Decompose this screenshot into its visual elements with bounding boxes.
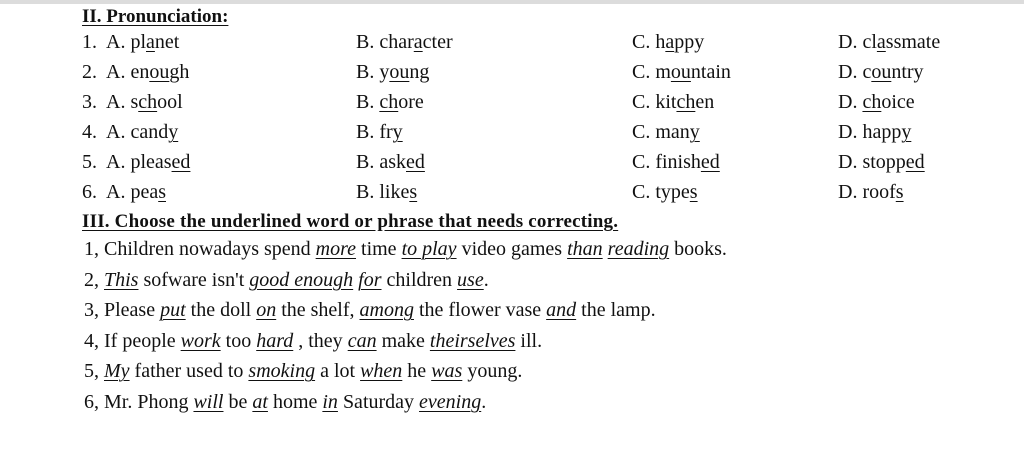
text-part: D. cl [838,31,877,53]
text-part: C. man [632,121,690,143]
underlined-part: ou [389,61,410,83]
pronunciation-row [82,181,1002,211]
underlined-part: This [104,268,139,291]
option-b [356,61,429,84]
option-b [356,151,425,174]
text-part: father used to [129,360,249,382]
sentence-1 [84,238,727,261]
question-number: 3. [82,91,97,113]
underlined-part: y [901,121,912,143]
underlined-part: ou [871,61,892,83]
underlined-part: My [104,360,130,382]
text-part: B. ask [356,151,406,173]
text-part: young. [462,360,523,382]
text-part: ill. [515,329,543,352]
question-number: 1. [82,31,97,53]
text-part: the shelf, [276,299,360,321]
text-part: gh [169,61,190,83]
text-part: D. happ [838,121,902,143]
underlined-part: hard [256,329,294,352]
option-c [632,91,714,114]
underlined-part: a [146,31,155,53]
underlined-part: among [359,299,414,321]
option-d [838,181,904,204]
underlined-part: at [252,390,268,413]
underlined-part: ou [670,61,691,83]
underlined-part: in [322,390,338,413]
text-part: Saturday [337,390,420,413]
text-part: the flower vase [413,299,547,321]
underlined-part: y [689,121,700,143]
question-number: 6. [82,181,97,203]
text-part: video games [456,238,568,260]
underlined-part: good enough [249,268,354,291]
text-part: sofware isn't [138,268,250,291]
text-part: D. stopp [838,151,906,173]
underlined-part: ch [862,91,882,113]
text-part: he [402,360,432,382]
underlined-part: will [193,390,224,413]
sentence-3 [84,299,656,322]
text-part: home [267,390,323,413]
option-a [106,61,189,84]
sentence-5 [84,360,522,383]
text-part: net [154,31,180,53]
option-c [632,151,720,174]
text-part: oice [881,91,915,113]
underlined-part: ed [406,151,425,173]
text-part: C. m [632,61,671,83]
text-part: C. finish [632,151,701,173]
text-part: B. fr [356,121,393,143]
text-part: A. pleas [106,151,172,173]
text-part: ppy [674,31,705,53]
text-part: A. cand [106,121,169,143]
text-part: books. [669,238,727,260]
text-part: en [695,91,715,113]
text-part: ng [409,61,430,83]
option-c [632,31,704,54]
underlined-part: y [392,121,403,143]
text-part: B. y [356,61,390,83]
underlined-part: ed [171,151,191,173]
option-a [106,31,179,54]
option-b [356,91,424,114]
underlined-part: smoking [248,360,316,382]
section-3-heading: III. Choose the underlined word or phrase that needs correcting. [82,211,619,232]
text-part: ntry [891,61,924,83]
option-d [838,61,924,84]
option-a [106,121,178,144]
underlined-part: ch [676,91,696,113]
question-number: 4. [82,121,97,143]
text-part: C. type [632,181,690,203]
underlined-part: s [895,181,904,203]
text-part: . [481,390,487,413]
underlined-part: a [876,31,886,53]
text-part: A. pl [106,31,146,53]
text-part: B. char [356,31,414,53]
text-part: ore [398,91,424,113]
pronunciation-row [82,61,1002,91]
text-part: 1, Children nowadays spend [84,238,316,260]
underlined-part: ed [905,151,925,173]
underlined-part: to play [401,238,457,260]
text-part: C. h [632,31,666,53]
underlined-part: reading [607,238,670,260]
text-part: make [376,329,430,352]
option-d [838,31,940,54]
underlined-part: use [457,268,484,291]
pronunciation-row [82,91,1002,121]
underlined-part: can [347,329,377,352]
underlined-part: a [665,31,675,53]
text-part: time [356,238,402,260]
text-part: 4, If people [84,329,181,352]
top-divider [0,0,1024,4]
underlined-part: and [546,299,577,321]
question-number: 5. [82,151,97,173]
text-part: too [220,329,257,352]
option-d [838,151,925,174]
underlined-part: on [256,299,277,321]
pronunciation-row [82,121,1002,151]
underlined-part: y [168,121,179,143]
text-part: D. c [838,61,872,83]
text-part: B. like [356,181,410,203]
option-b [356,181,417,204]
underlined-part: s [158,181,166,203]
text-part: 2, [84,268,104,291]
option-c [632,61,731,84]
text-part: . [483,268,489,291]
underlined-part: s [409,181,418,203]
underlined-part: theirselves [429,329,516,352]
text-part: D. [838,91,863,113]
underlined-part: ch [138,91,158,113]
underlined-part: put [160,299,186,321]
question-number: 2. [82,61,97,83]
option-a [106,91,183,114]
option-c [632,181,698,204]
underlined-part: when [360,360,403,382]
option-c [632,121,700,144]
underlined-part: evening [419,390,482,413]
text-part: C. kit [632,91,677,113]
text-part: a lot [315,360,361,382]
option-d [838,121,911,144]
text-part: , they [293,329,348,352]
underlined-part: for [358,268,382,291]
text-part: ool [157,91,183,113]
option-a [106,181,166,204]
text-part: children [381,268,458,291]
text-part: A. s [106,91,139,113]
underlined-part: ch [379,91,399,113]
section-2-heading: II. Pronunciation: [82,6,229,27]
text-part: 6, Mr. Phong [84,390,194,413]
text-part: 3, Please [84,299,161,321]
underlined-part: ed [700,151,720,173]
option-d [838,91,915,114]
text-part: ssmate [885,31,941,53]
sentence-2 [84,269,489,292]
underlined-part: than [567,238,603,260]
option-a [106,151,190,174]
underlined-part: s [689,181,698,203]
text-part: cter [422,31,453,53]
text-part: the doll [185,299,257,321]
pronunciation-row [82,31,1002,61]
text-part: A. pea [106,181,159,203]
text-part: 5, [84,360,104,382]
text-part: A. en [106,61,150,83]
underlined-part: work [180,329,221,352]
underlined-part: more [315,238,357,260]
text-part: be [223,390,253,413]
sentence-4 [84,330,542,353]
text-part: D. roof [838,181,896,203]
pronunciation-row [82,151,1002,181]
underlined-part: was [431,360,463,382]
text-part: ntain [690,61,731,83]
option-b [356,31,453,54]
option-b [356,121,403,144]
sentence-6 [84,391,486,414]
underlined-part: a [413,31,423,53]
underlined-part: ou [149,61,170,83]
text-part: B. [356,91,380,113]
text-part: the lamp. [576,299,656,321]
